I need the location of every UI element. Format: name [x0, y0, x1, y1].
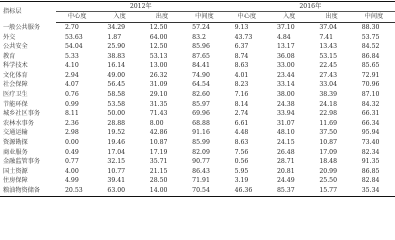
table-cell: 12.50 — [149, 43, 168, 51]
table-cell: 85.96 — [192, 43, 210, 51]
table-cell: 26.48 — [276, 148, 295, 156]
row-label: 城乡社区事务 — [3, 110, 41, 118]
table-row — [0, 167, 395, 177]
table-cell: 34.29 — [107, 23, 126, 31]
table-cell: 4.99 — [65, 177, 79, 185]
table-cell: 39.41 — [107, 177, 126, 185]
table-body — [0, 22, 395, 196]
year-header-2016: 2016年 — [226, 2, 395, 12]
table-cell: 33.14 — [276, 81, 295, 89]
table-cell: 53.58 — [107, 100, 126, 108]
table-row — [0, 71, 395, 81]
table-cell: 22.98 — [319, 110, 338, 118]
table-cell: 0.99 — [65, 100, 79, 108]
table-cell: 38.83 — [107, 52, 126, 60]
table-cell: 33.04 — [319, 81, 338, 89]
table-cell: 53.13 — [149, 52, 168, 60]
table-cell: 3.19 — [234, 177, 249, 185]
table-cell: 71.91 — [192, 177, 210, 185]
table-cell: 2.98 — [65, 129, 79, 137]
table-cell: 56.45 — [107, 81, 126, 89]
table-cell: 8.63 — [234, 139, 249, 147]
table-cell: 53.63 — [65, 33, 83, 41]
table-cell: 57.24 — [192, 23, 210, 31]
table-row — [0, 52, 395, 62]
table-cell: 29.10 — [149, 91, 168, 99]
table-cell: 25.90 — [107, 43, 126, 51]
table-cell: 82.09 — [192, 148, 210, 156]
table-cell: 38.00 — [276, 91, 295, 99]
table-row — [0, 186, 395, 196]
metric-header: 中心度 — [226, 12, 268, 22]
table-cell: 7.41 — [319, 33, 334, 41]
table-cell: 86.84 — [361, 52, 380, 60]
table-cell: 10.77 — [107, 167, 126, 175]
table-cell: 7.56 — [234, 148, 249, 156]
table-cell: 83.2 — [192, 33, 206, 41]
table-cell: 31.09 — [149, 81, 168, 89]
table-cell: 35.34 — [353, 186, 395, 196]
table-cell: 73.40 — [361, 139, 380, 147]
table-cell: 6.37 — [234, 43, 249, 51]
table-cell: 8.14 — [234, 100, 249, 108]
table-cell: 24.15 — [276, 139, 295, 147]
table-row — [0, 148, 395, 158]
row-label: 节能环保 — [3, 100, 28, 108]
table-cell: 82.34 — [361, 148, 380, 156]
table-row — [0, 138, 395, 148]
table-row — [0, 80, 395, 90]
table-cell: 18.48 — [319, 158, 338, 166]
table-cell: 0.56 — [234, 158, 249, 166]
table-row — [0, 157, 395, 167]
row-label: 农林水事务 — [3, 119, 34, 127]
table-cell: 9.13 — [234, 23, 249, 31]
table-cell: 66.31 — [361, 110, 380, 118]
table-row — [0, 61, 395, 71]
table-cell: 70.54 — [183, 186, 225, 196]
table-cell: 17.19 — [149, 148, 168, 156]
table-row — [0, 42, 395, 52]
table-row — [0, 32, 395, 42]
table-cell: 46.36 — [226, 186, 268, 196]
table-cell: 4.48 — [234, 129, 249, 137]
row-label: 教育 — [3, 52, 16, 60]
metric-header: 入度 — [268, 12, 310, 22]
table-cell: 5.33 — [65, 52, 79, 60]
header-row-metrics — [0, 12, 395, 22]
table-cell: 11.69 — [319, 119, 338, 127]
row-label: 社会保障 — [3, 81, 28, 89]
table-header — [0, 2, 395, 23]
row-label: 粮油物资储备 — [0, 186, 56, 196]
table-cell: 87.10 — [361, 91, 380, 99]
table-cell: 66.34 — [361, 119, 380, 127]
table-cell: 0.76 — [65, 91, 79, 99]
table-cell: 17.04 — [107, 148, 126, 156]
table-cell: 49.00 — [107, 71, 126, 79]
table-cell: 5.95 — [234, 167, 249, 175]
table-cell: 84.41 — [192, 62, 210, 70]
table-cell: 37.10 — [276, 23, 295, 31]
table-cell: 4.10 — [65, 62, 79, 70]
table-cell: 13.43 — [319, 43, 338, 51]
table-cell: 53.75 — [361, 33, 380, 41]
row-label: 交通运输 — [3, 129, 28, 137]
table-cell: 10.87 — [149, 139, 168, 147]
table-cell: 12.50 — [149, 23, 168, 31]
table-cell: 36.08 — [276, 52, 295, 60]
table-cell: 64.00 — [149, 33, 168, 41]
table-cell: 71.43 — [149, 110, 168, 118]
table-cell: 48.10 — [276, 129, 295, 137]
table-cell: 91.16 — [192, 129, 210, 137]
table-cell: 53.15 — [319, 52, 338, 60]
table-cell: 37.04 — [319, 23, 338, 31]
table-cell: 24.18 — [319, 100, 338, 108]
table-cell: 31.07 — [276, 119, 295, 127]
table-cell: 90.77 — [192, 158, 210, 166]
table-cell: 7.16 — [234, 91, 249, 99]
table-cell: 24.49 — [276, 177, 295, 185]
row-label: 一般公共服务 — [3, 23, 41, 31]
table-cell: 28.88 — [107, 119, 126, 127]
table-cell: 69.96 — [192, 110, 210, 118]
table-cell: 85.99 — [192, 139, 210, 147]
row-label: 住房保障 — [3, 177, 28, 185]
table-cell: 2.74 — [234, 110, 249, 118]
table-cell: 8.63 — [234, 62, 249, 70]
table-cell: 82.60 — [192, 91, 210, 99]
metric-header: 中间度 — [183, 12, 225, 22]
table-cell: 37.50 — [319, 129, 338, 137]
row-label: 国土资源 — [3, 167, 28, 175]
table-cell: 86.85 — [361, 167, 380, 175]
table-cell: 17.09 — [319, 148, 338, 156]
table-cell: 33.00 — [276, 62, 295, 70]
row-label: 医疗卫生 — [3, 91, 28, 99]
table-row — [0, 109, 395, 119]
table-cell: 68.88 — [192, 119, 210, 127]
table-cell: 33.94 — [276, 110, 295, 118]
table-cell: 19.46 — [107, 139, 126, 147]
table-cell: 58.58 — [107, 91, 126, 99]
metric-header: 入度 — [98, 12, 140, 22]
table-cell: 13.00 — [149, 62, 168, 70]
metric-header: 出度 — [310, 12, 352, 22]
table-cell: 4.00 — [65, 167, 79, 175]
table-cell: 15.77 — [310, 186, 352, 196]
year-header-2012: 2012年 — [56, 2, 226, 12]
table-cell: 43.73 — [234, 33, 253, 41]
table-cell: 54.04 — [65, 43, 83, 51]
table-cell: 0.77 — [65, 158, 79, 166]
table-cell: 85.65 — [361, 62, 380, 70]
table-cell: 64.54 — [192, 81, 210, 89]
metric-header: 中心度 — [56, 12, 98, 22]
table-cell: 19.52 — [107, 129, 126, 137]
row-label: 文化体育 — [3, 71, 28, 79]
table-cell: 95.94 — [361, 129, 380, 137]
table-cell: 4.01 — [234, 71, 249, 79]
table-cell: 20.81 — [276, 167, 295, 175]
table-cell: 91.35 — [361, 158, 380, 166]
table-cell: 1.87 — [107, 33, 122, 41]
table-cell: 84.52 — [361, 43, 380, 51]
table-cell: 27.43 — [319, 71, 338, 79]
table-cell: 20.53 — [56, 186, 98, 196]
table-cell: 28.50 — [149, 177, 168, 185]
table-cell: 32.15 — [107, 158, 126, 166]
table-row — [0, 119, 395, 129]
table-cell: 24.38 — [276, 100, 295, 108]
table-cell: 8.11 — [65, 110, 79, 118]
table-cell: 86.43 — [192, 167, 210, 175]
table-cell: 16.14 — [107, 62, 126, 70]
table-cell: 21.15 — [149, 167, 168, 175]
table-cell: 88.30 — [361, 23, 380, 31]
table-cell: 10.87 — [319, 139, 338, 147]
row-label: 金融监管事务 — [3, 158, 41, 166]
table-cell: 85.97 — [192, 100, 210, 108]
stub-header: 指标层 — [0, 2, 56, 23]
row-label: 科学技术 — [3, 62, 28, 70]
table-cell: 0.00 — [65, 139, 79, 147]
table-cell: 38.39 — [319, 91, 338, 99]
table-cell: 84.32 — [361, 100, 380, 108]
table-row — [0, 90, 395, 100]
table-cell: 8.00 — [149, 119, 164, 127]
table-cell: 22.45 — [319, 62, 338, 70]
table-cell: 50.00 — [107, 110, 126, 118]
table-cell: 35.71 — [149, 158, 168, 166]
table-cell: 20.99 — [319, 167, 338, 175]
table-row — [0, 128, 395, 138]
row-label: 商业服务 — [3, 148, 28, 156]
table-cell: 82.84 — [361, 177, 380, 185]
table-cell: 28.71 — [276, 158, 295, 166]
table-row — [0, 100, 395, 110]
row-label: 资源勘探 — [3, 139, 28, 147]
table-cell: 25.50 — [319, 177, 338, 185]
table-row — [0, 176, 395, 186]
table-cell: 2.70 — [65, 23, 79, 31]
table-cell: 63.00 — [98, 186, 140, 196]
table-row — [0, 22, 395, 32]
table-cell: 2.94 — [65, 71, 79, 79]
table-cell: 74.90 — [192, 71, 210, 79]
table-cell: 72.91 — [361, 71, 380, 79]
table-cell: 8.23 — [234, 81, 249, 89]
table-cell: 31.35 — [149, 100, 168, 108]
table-cell: 85.37 — [268, 186, 310, 196]
table-cell: 70.96 — [361, 81, 380, 89]
table-cell: 13.17 — [276, 43, 295, 51]
data-table — [0, 1, 395, 197]
metric-header: 出度 — [141, 12, 183, 22]
table-cell: 87.65 — [192, 52, 210, 60]
table-cell: 4.07 — [65, 81, 79, 89]
table-cell: 26.32 — [149, 71, 168, 79]
table-cell: 0.49 — [65, 148, 79, 156]
header-row-years — [0, 2, 395, 12]
row-label: 外交 — [3, 33, 16, 41]
row-label: 公共安全 — [3, 43, 28, 51]
table-cell: 14.00 — [141, 186, 183, 196]
table-cell: 23.44 — [276, 71, 295, 79]
table-cell: 8.74 — [234, 52, 249, 60]
table-cell: 42.86 — [149, 129, 168, 137]
metric-header: 中间度 — [353, 12, 395, 22]
table-cell: 4.84 — [276, 33, 291, 41]
table-cell: 2.36 — [65, 119, 79, 127]
table-cell: 6.61 — [234, 119, 249, 127]
